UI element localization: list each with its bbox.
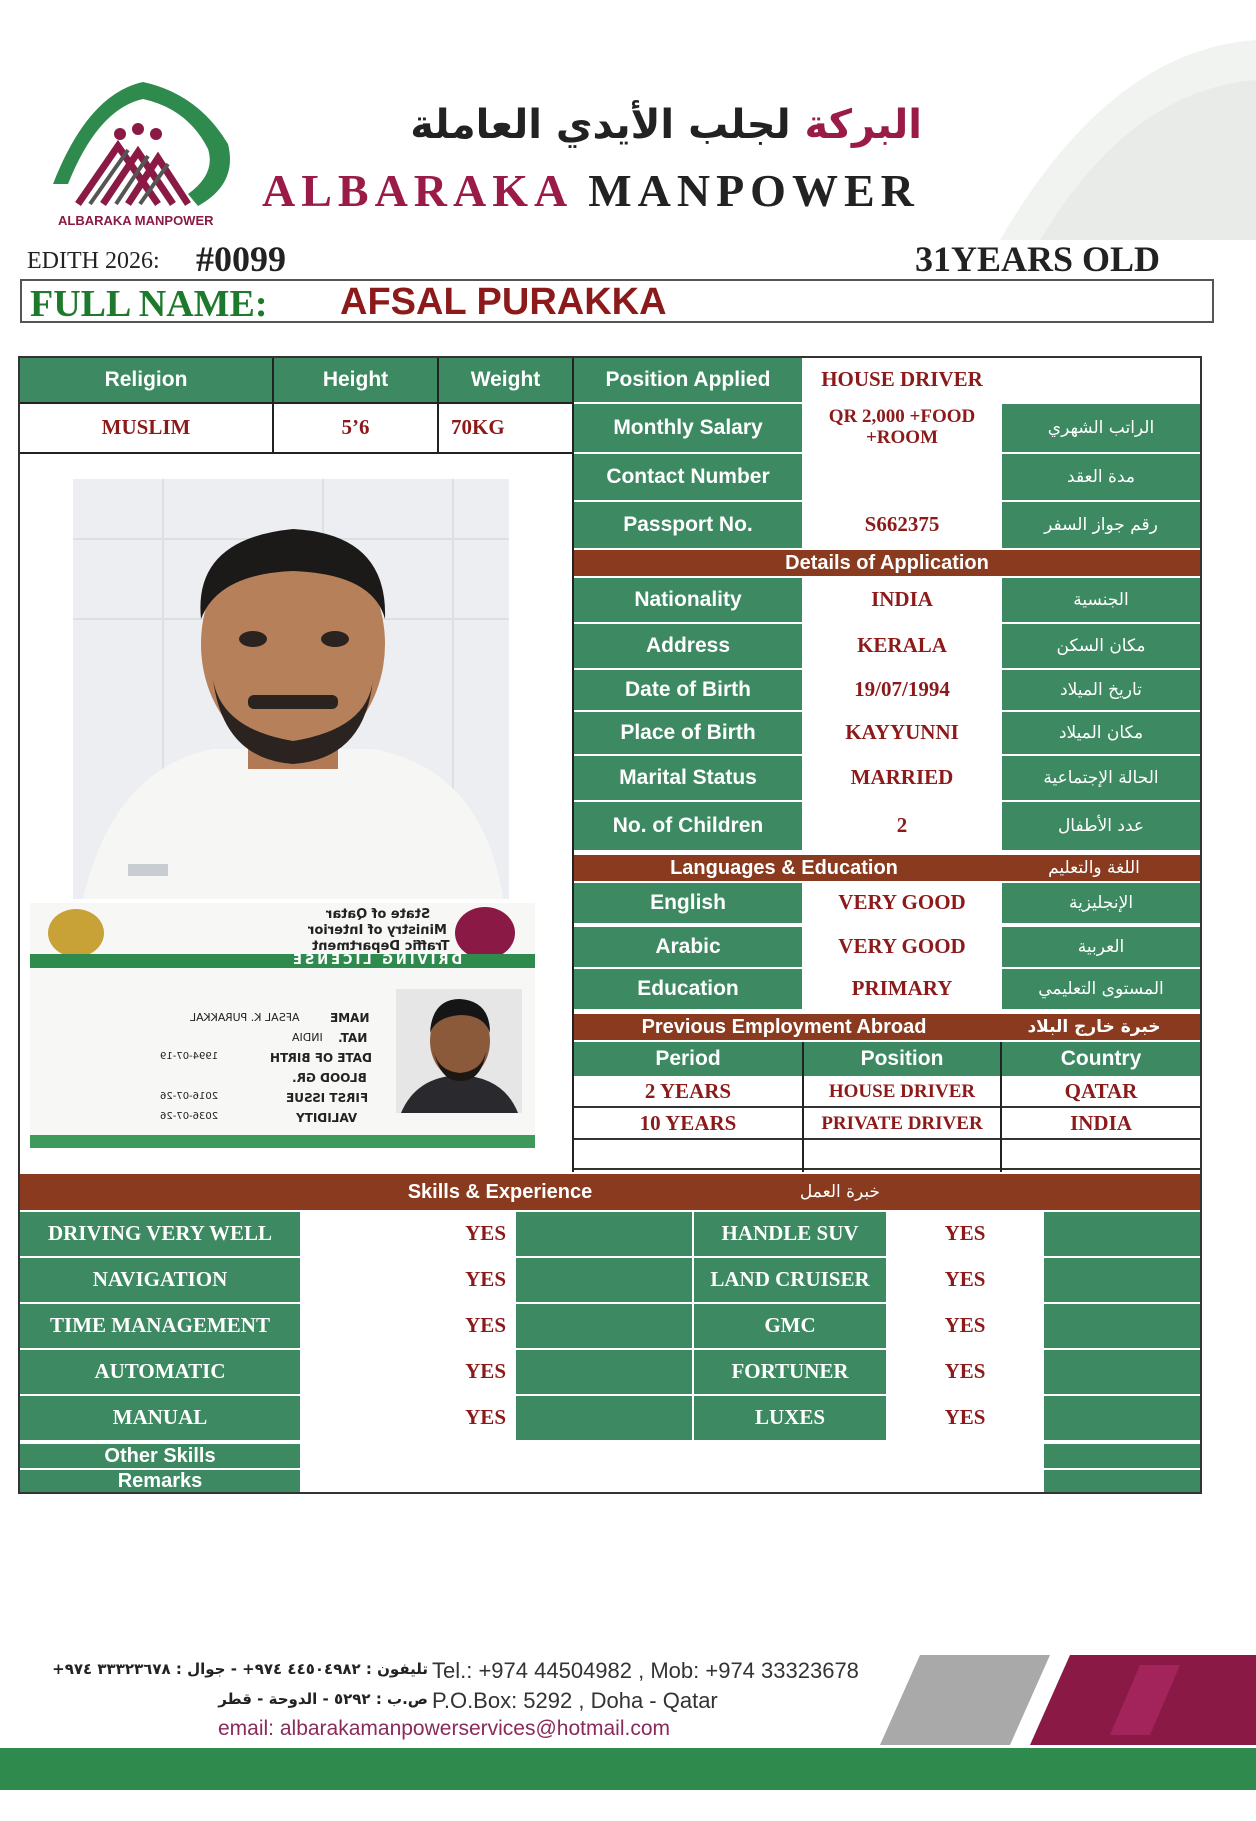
details-arabic: مكان الميلاد (1002, 712, 1200, 754)
skill-value: YES (888, 1212, 1042, 1256)
license-nat-value: INDIA (292, 1031, 323, 1044)
full-name-label: FULL NAME: (30, 283, 268, 325)
language-value: VERY GOOD (804, 883, 1000, 923)
language-label: Arabic (574, 927, 802, 967)
skill-spacer (516, 1396, 692, 1440)
skill-spacer (1044, 1304, 1200, 1348)
license-portrait-illustration (396, 989, 522, 1113)
employment-country (1002, 1142, 1200, 1170)
english-name-red-part: ALBARAKA (262, 165, 571, 216)
remarks-value (302, 1470, 1042, 1492)
details-value: MARRIED (804, 756, 1000, 800)
details-label: Marital Status (574, 756, 802, 800)
passport-value: S662375 (804, 502, 1000, 548)
language-arabic: العربية (1002, 927, 1200, 967)
license-dob-label: DATE OF BIRTH (270, 1051, 372, 1065)
skill-name: MANUAL (20, 1396, 300, 1440)
footer-phone: Tel.: +974 44504982 , Mob: +974 33323678 (432, 1658, 859, 1683)
divider (437, 358, 439, 452)
logo-caption: ALBARAKA MANPOWER (58, 213, 214, 228)
monthly-salary-value: QR 2,000 +FOOD +ROOM (804, 404, 1000, 452)
monthly-salary-arabic: الراتب الشهري (1002, 404, 1200, 452)
license-emblem-left (48, 909, 104, 957)
details-label: No. of Children (574, 802, 802, 850)
arabic-name-rest: لجلب الأيدي العاملة (410, 102, 791, 148)
employment-col-country: Country (1002, 1042, 1200, 1076)
religion-label: Religion (20, 358, 272, 402)
details-arabic: الحالة الإجتماعية (1002, 756, 1200, 800)
language-label: Education (574, 969, 802, 1009)
other-skills-value (302, 1444, 1042, 1468)
height-label: Height (274, 358, 437, 402)
skill-name: FORTUNER (694, 1350, 886, 1394)
skills-heading-arabic: خبرة العمل (799, 1181, 881, 1202)
skill-value: YES (888, 1304, 1042, 1348)
employment-position (804, 1142, 1000, 1170)
company-english-name (262, 164, 922, 217)
weight-value: 70KG (439, 404, 572, 452)
employment-heading-arabic: خبرة خارج البلاد (1027, 1016, 1161, 1037)
skills-heading (20, 1174, 1200, 1210)
footer-arabic-contact: تليفون : ٤٤٥٠٤٩٨٢ ٩٧٤+ - جوال : ٣٣٣٢٣٦٧٨ ٩٧٤+ (52, 1660, 428, 1678)
employment-heading-text: Previous Employment Abroad (641, 1016, 927, 1038)
driving-license-image (30, 903, 535, 1148)
other-skills-extra (1044, 1444, 1200, 1468)
details-value: KERALA (804, 624, 1000, 668)
skill-name: AUTOMATIC (20, 1350, 300, 1394)
english-name-rest: MANPOWER (588, 165, 920, 216)
footer-decorative-shapes (880, 1655, 1256, 1745)
license-issue-label: FIRST ISSUE (286, 1091, 369, 1105)
details-value: 2 (804, 802, 1000, 850)
skill-spacer (516, 1350, 692, 1394)
skill-name: TIME MANAGEMENT (20, 1304, 300, 1348)
edition-label: EDITH 2026: (27, 248, 160, 274)
age-text: 31YEARS OLD (915, 239, 1161, 279)
position-applied-value: HOUSE DRIVER (804, 358, 1000, 402)
divider (272, 358, 274, 452)
license-holder-photo (396, 989, 522, 1113)
skill-name: LUXES (694, 1396, 886, 1440)
license-title: DRIVING LICENSE (290, 953, 463, 968)
skill-value: YES (888, 1350, 1042, 1394)
license-state: State of Qatar (326, 907, 431, 922)
employment-heading (574, 1014, 1200, 1040)
license-department: Traffic Department (312, 939, 450, 954)
details-value: 19/07/1994 (804, 670, 1000, 710)
footer-green-band (0, 1748, 1256, 1790)
skill-spacer (516, 1258, 692, 1302)
skill-spacer (1044, 1396, 1200, 1440)
arabic-name-red-part: البركة (804, 102, 922, 148)
divider (20, 452, 574, 454)
details-label: Address (574, 624, 802, 668)
details-heading: Details of Application (574, 550, 1200, 576)
license-name-label: NAME (330, 1011, 370, 1025)
skill-spacer (516, 1212, 692, 1256)
weight-label: Weight (439, 358, 572, 402)
divider (1000, 1042, 1002, 1172)
height-value: 5’6 (274, 404, 437, 452)
employment-col-period: Period (574, 1042, 802, 1076)
passport-label: Passport No. (574, 502, 802, 548)
position-applied-blank (1002, 358, 1200, 402)
employment-position: PRIVATE DRIVER (804, 1110, 1000, 1140)
skill-value: YES (302, 1258, 514, 1302)
skill-name: DRIVING VERY WELL (20, 1212, 300, 1256)
license-dob-value: 1994-07-19 (160, 1051, 219, 1062)
skill-spacer (1044, 1212, 1200, 1256)
skill-value: YES (302, 1396, 514, 1440)
employment-period (574, 1142, 802, 1170)
contact-number-label: Contact Number (574, 454, 802, 500)
divider (20, 402, 574, 404)
language-value: VERY GOOD (804, 927, 1000, 967)
language-value: PRIMARY (804, 969, 1000, 1009)
details-label: Nationality (574, 578, 802, 622)
applicant-photo (73, 479, 509, 899)
skill-spacer (1044, 1350, 1200, 1394)
employment-period: 10 YEARS (574, 1110, 802, 1140)
skill-value: YES (302, 1350, 514, 1394)
skill-spacer (516, 1304, 692, 1348)
details-label: Place of Birth (574, 712, 802, 754)
skill-value: YES (302, 1304, 514, 1348)
passport-arabic: رقم جواز السفر (1002, 502, 1200, 548)
remarks-extra (1044, 1470, 1200, 1492)
license-validity-label: VALIDITY (296, 1111, 358, 1125)
contact-number-value (804, 454, 1000, 500)
license-blood-label: BLOOD GR. (292, 1071, 367, 1085)
details-label: Date of Birth (574, 670, 802, 710)
license-nat-label: NAT. (338, 1031, 368, 1045)
employment-col-position: Position (804, 1042, 1000, 1076)
license-issue-value: 2016-07-26 (160, 1091, 219, 1102)
edition-number: #0099 (196, 239, 286, 279)
license-name-value: AFSAL K. PURAKKAL (190, 1011, 300, 1024)
skill-name: HANDLE SUV (694, 1212, 886, 1256)
language-arabic: المستوى التعليمي (1002, 969, 1200, 1009)
footer-arabic-address: ص.ب : ٥٢٩٢ - الدوحة - قطر (218, 1690, 428, 1708)
skill-name: LAND CRUISER (694, 1258, 886, 1302)
skill-value: YES (888, 1258, 1042, 1302)
skill-value: YES (302, 1212, 514, 1256)
footer-email[interactable]: email: albarakamanpowerservices@hotmail.com (218, 1717, 670, 1740)
languages-heading (574, 855, 1200, 881)
details-arabic: مكان السكن (1002, 624, 1200, 668)
employment-position: HOUSE DRIVER (804, 1078, 1000, 1108)
license-ministry: Ministry of Interior (308, 923, 447, 938)
details-value: INDIA (804, 578, 1000, 622)
skill-spacer (1044, 1258, 1200, 1302)
employment-country: QATAR (1002, 1078, 1200, 1108)
skills-heading-text: Skills & Experience (407, 1181, 593, 1203)
remarks-label: Remarks (20, 1470, 300, 1492)
license-bottom-band (30, 1135, 535, 1148)
divider (802, 1042, 804, 1172)
license-validity-value: 2036-07-26 (160, 1111, 219, 1122)
applicant-portrait-illustration (73, 479, 509, 899)
details-value: KAYYUNNI (804, 712, 1000, 754)
skill-value: YES (888, 1396, 1042, 1440)
contact-number-arabic: مدة العقد (1002, 454, 1200, 500)
full-name-value: AFSAL PURAKKA (340, 281, 667, 323)
monthly-salary-label: Monthly Salary (574, 404, 802, 452)
languages-heading-text: Languages & Education (670, 857, 898, 879)
footer-address: P.O.Box: 5292 , Doha - Qatar (432, 1688, 718, 1713)
details-arabic: الجنسية (1002, 578, 1200, 622)
languages-heading-arabic: اللغة والتعليم (1048, 857, 1140, 878)
company-arabic-name (262, 102, 922, 160)
background-arch-graphic (960, 30, 1256, 240)
employment-period: 2 YEARS (574, 1078, 802, 1108)
details-arabic: تاريخ الميلاد (1002, 670, 1200, 710)
skill-name: NAVIGATION (20, 1258, 300, 1302)
employment-country: INDIA (1002, 1110, 1200, 1140)
other-skills-label: Other Skills (20, 1444, 300, 1468)
religion-value: MUSLIM (20, 404, 272, 452)
language-arabic: الإنجليزية (1002, 883, 1200, 923)
details-arabic: عدد الأطفال (1002, 802, 1200, 850)
language-label: English (574, 883, 802, 923)
skill-name: GMC (694, 1304, 886, 1348)
company-logo (48, 74, 238, 234)
position-applied-label: Position Applied (574, 358, 802, 402)
license-emblem-right (455, 907, 515, 959)
